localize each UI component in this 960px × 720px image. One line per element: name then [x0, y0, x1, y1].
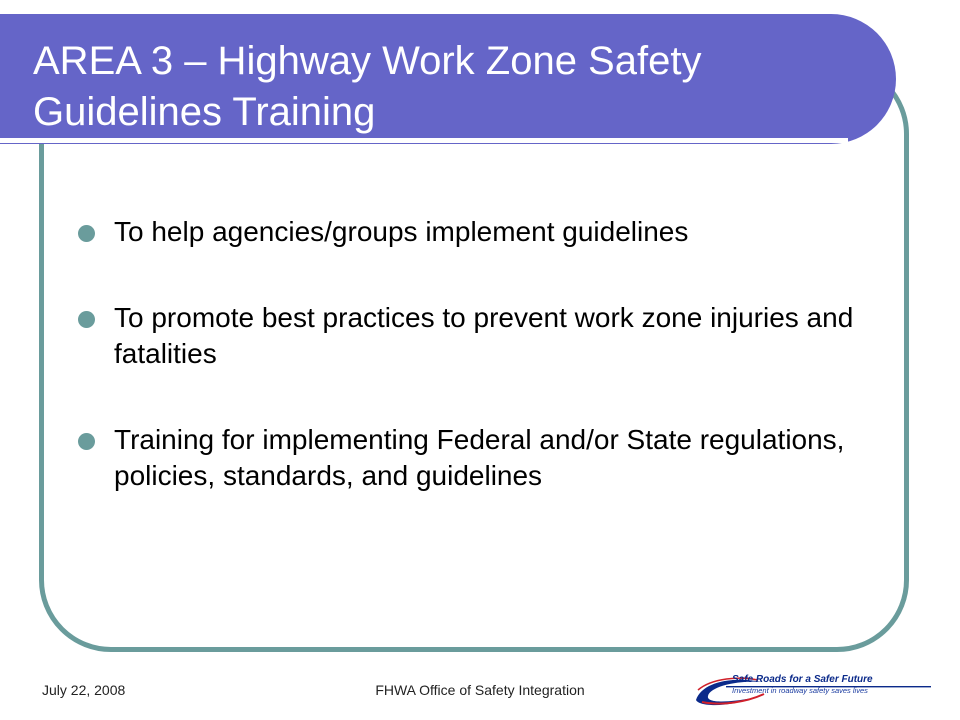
bullet-icon: [78, 311, 95, 328]
bullet-text: To promote best practices to prevent work zone injuries and fatalities: [114, 302, 854, 369]
bullet-icon: [78, 225, 95, 242]
safe-roads-logo: [692, 672, 934, 708]
footer-date: July 22, 2008: [42, 682, 126, 698]
footer-organization: FHWA Office of Safety Integration: [375, 682, 585, 698]
title-underline: [0, 138, 848, 143]
bullet-item: [78, 422, 898, 494]
bullet-icon: [78, 433, 95, 450]
bullet-item: [78, 214, 898, 250]
slide-title: AREA 3 – Highway Work Zone Safety Guidelines Training: [33, 39, 702, 134]
logo-tagline: Safe Roads for a Safer Future: [732, 674, 873, 685]
title-band: [0, 14, 896, 144]
bullet-text: To help agencies/groups implement guidelines: [114, 216, 689, 247]
logo-subline: Investment in roadway safety saves lives: [732, 686, 868, 695]
bullet-item: [78, 300, 898, 372]
bullet-list: [78, 214, 898, 544]
bullet-text: Training for implementing Federal and/or State regulations, policies, standards, and guidelines: [114, 424, 845, 491]
